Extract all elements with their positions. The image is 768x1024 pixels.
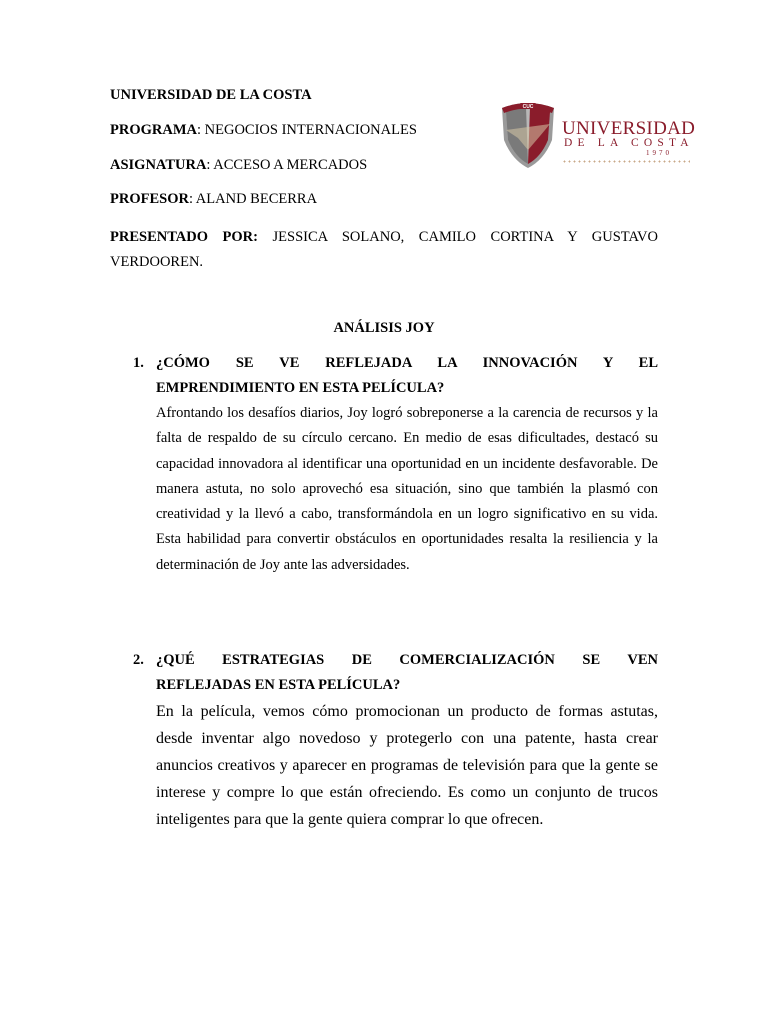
profesor-value: : ALAND BECERRA bbox=[188, 191, 318, 207]
logo-dotted-line bbox=[562, 160, 690, 163]
answer-1: Afrontando los desafíos diarios, Joy logró sobreponerse a la carencia de recursos y la falta de respaldo de su círculo cercano. En medio de esas dificultades, destacó su capacidad innovadora al identificar una oportunidad en un incidente desfavorable. De manera astuta, no solo aprovechó esa situación, sino que también la plasmó con creatividad y la llevó a cabo, transformándola en un logro significativo en su vida. Esta habilidad para convertir obstáculos en oportunidades resalta la resiliencia y la determinación de Joy ante las adversidades. bbox=[156, 405, 658, 573]
presentado-label: PRESENTADO POR: bbox=[110, 229, 258, 245]
logo-subline: DE LA COSTA bbox=[564, 137, 694, 149]
asignatura-line bbox=[110, 156, 367, 174]
question-2-number: 2. bbox=[133, 652, 144, 668]
question-1-line1: ¿CÓMO SE VE REFLEJADA LA INNOVACIÓN Y EL bbox=[156, 355, 658, 371]
programa-value: : NEGOCIOS INTERNACIONALES bbox=[197, 122, 417, 138]
asignatura-label: ASIGNATURA bbox=[110, 157, 207, 173]
question-2-line2: REFLEJADAS EN ESTA PELÍCULA? bbox=[156, 677, 401, 693]
question-2-heading bbox=[156, 648, 658, 698]
question-1-line2: EMPRENDIMIENTO EN ESTA PELÍCULA? bbox=[156, 380, 445, 396]
profesor-label: PROFESOR bbox=[110, 191, 189, 207]
programa-label: PROGRAMA bbox=[110, 122, 197, 138]
question-1-heading bbox=[156, 351, 658, 401]
answer-2: En la película, vemos cómo promocionan un producto de formas astutas, desde inventar algo novedoso y protegerlo con una patente, hasta crear anuncios creativos y aparecer en programas de televisión para que la gente se interese y compre lo que están ofreciendo. Es como un conjunto de trucos inteligentes para que la gente quiera comprar lo que ofrecen. bbox=[156, 703, 658, 828]
question-2-line1: ¿QUÉ ESTRATEGIAS DE COMERCIALIZACIÓN SE VEN bbox=[156, 652, 658, 668]
asignatura-value: : ACCESO A MERCADOS bbox=[206, 157, 368, 173]
university-logo bbox=[496, 100, 696, 170]
logo-wordmark: UNIVERSIDAD bbox=[562, 118, 696, 139]
presentado-value: JESSICA SOLANO, CAMILO CORTINA Y GUSTAVO VERDOOREN. bbox=[110, 229, 659, 270]
programa-line bbox=[110, 121, 417, 139]
profesor-line bbox=[110, 190, 317, 208]
logo-badge-text: CUC bbox=[522, 104, 534, 110]
logo-year: 1970 bbox=[646, 149, 672, 157]
presentado-por bbox=[110, 225, 658, 275]
shield-emblem-icon bbox=[496, 100, 560, 170]
university-name: UNIVERSIDAD DE LA COSTA bbox=[110, 87, 312, 103]
document-title: ANÁLISIS JOY bbox=[333, 320, 435, 336]
question-1-number: 1. bbox=[133, 355, 144, 371]
